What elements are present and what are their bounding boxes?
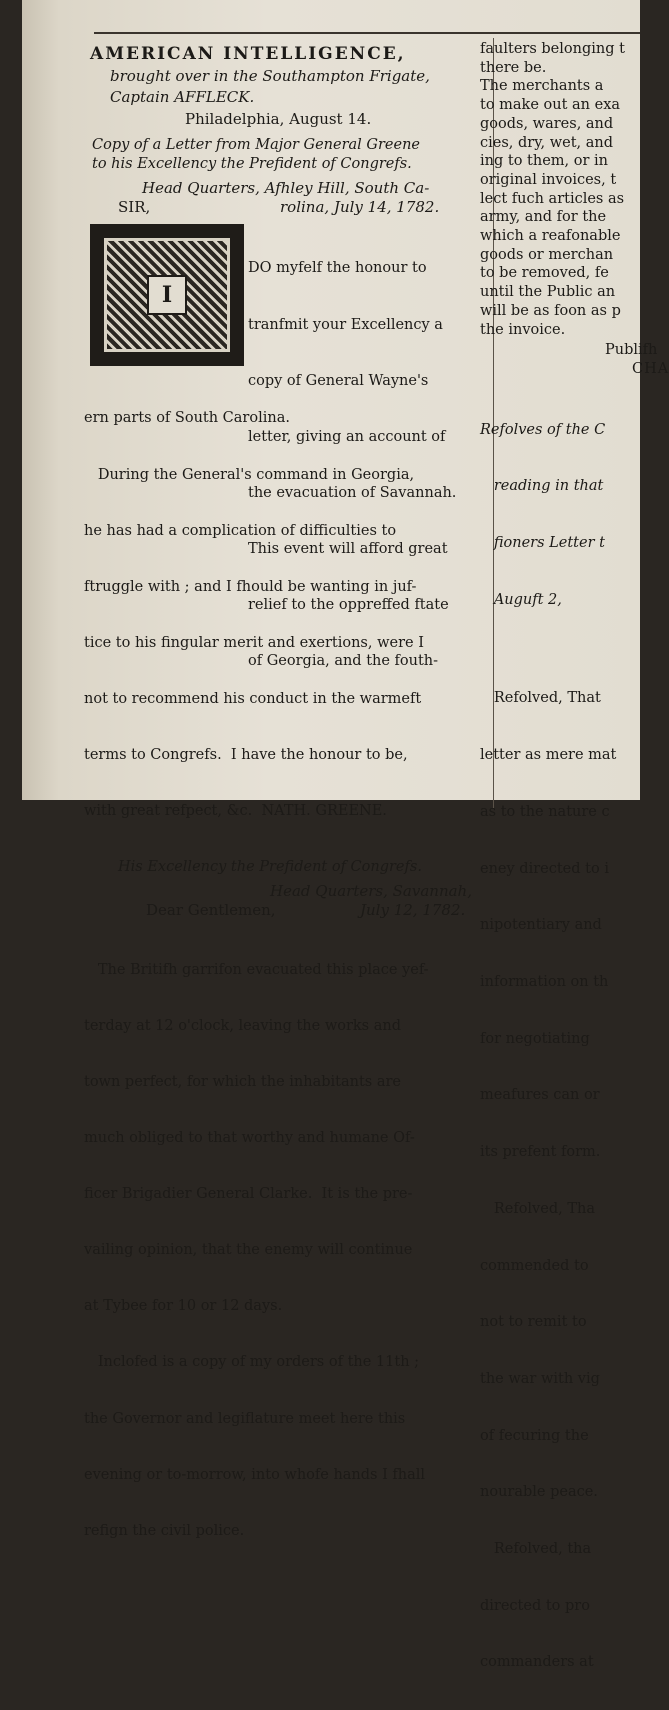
right-line: directed to pro (480, 1597, 590, 1614)
section-heading: AMERICAN INTELLIGENCE, (90, 44, 406, 64)
right-line: to make out an exa (480, 97, 621, 114)
right-line: faulters belonging t (480, 41, 625, 57)
right-line: cies, dry, wet, and (480, 134, 613, 151)
right-line: the invoice. (480, 321, 566, 338)
right-line: army, and for the (480, 209, 607, 226)
body-line: much obliged to that worthy and humane Of- (84, 1130, 415, 1147)
body-line: at Tybee for 10 or 12 days. (84, 1298, 283, 1315)
body-line: the Governor and legiflature meet here this (84, 1410, 406, 1427)
right-line: The merchants a (480, 78, 604, 95)
body-line: tice to his fingular merit and exertions, were I (84, 634, 424, 651)
drop-line: relief to the oppreffed ftate (248, 597, 449, 614)
body-line: During the General's command in Georgia, (84, 466, 415, 483)
right-line: of fecuring the (480, 1427, 589, 1444)
right-line: Refolved, Tha (480, 1200, 595, 1217)
addressee: His Excellency the Prefident of Congrefs. (118, 859, 422, 876)
drop-line: tranfmit your Excellency a (248, 316, 443, 333)
right-line: nipotentiary and (480, 917, 602, 934)
right-line: will be as foon as p (480, 302, 621, 319)
cha-line: CHA (632, 360, 669, 377)
drop-line: letter, giving an account of (248, 428, 446, 445)
drop-line: DO myfelf the honour to (248, 260, 427, 277)
right-line: eney directed to i (480, 860, 609, 877)
body-line: ficer Brigadier General Clarke. It is the pre- (84, 1186, 413, 1203)
right-line: original invoices, t (480, 171, 617, 188)
resolves-line: Refolves of the C (480, 421, 606, 438)
right-line: meafures can or (480, 1087, 600, 1104)
drop-line: This event will afford great (248, 540, 448, 557)
right-line: commanders at (480, 1654, 594, 1671)
right-line: the war with vig (480, 1370, 600, 1387)
resolves-line: Auguft 2, (480, 591, 562, 608)
right-block-a (480, 40, 650, 339)
ornamental-initial (90, 224, 244, 366)
hq-line-1: Head Quarters, Afhley Hill, South Ca- (142, 179, 430, 197)
resolves-line: reading in that (480, 478, 604, 495)
right-block-b (480, 651, 650, 1710)
newspaper-page (22, 0, 669, 1671)
right-column (480, 40, 669, 1710)
hq-savannah: Head Quarters, Savannah, (270, 882, 472, 901)
initial-letter: I (147, 275, 187, 315)
body-line: evening or to-morrow, into whofe hands I fhall (84, 1466, 426, 1483)
hq-line-2 (80, 198, 490, 218)
drop-text (248, 222, 456, 708)
drop-line: the evacuation of Savannah. (248, 484, 457, 501)
body-line: with great refpect, &c. NATH. GREENE. (84, 803, 387, 820)
body-line: Inclofed is a copy of my orders of the 11th ; (84, 1354, 420, 1371)
letter-body-2 (84, 923, 490, 1578)
body-line: terms to Congrefs. I have the honour to be, (84, 747, 408, 764)
hq-date: rolina, July 14, 1782. (280, 198, 440, 216)
drop-line: copy of General Wayne's (248, 372, 429, 389)
letter-date: July 12, 1782. (360, 901, 466, 920)
letter-title-1: Copy of a Letter from Major General Greene (92, 137, 420, 153)
right-line: as to the nature c (480, 803, 610, 820)
subheading-line-1: brought over in the Southampton Frigate, (110, 67, 430, 85)
drop-line: of Georgia, and the fouth- (248, 653, 439, 670)
body-line: The Britifh garrifon evacuated this place yef- (84, 961, 429, 978)
right-line: not to remit to (480, 1314, 587, 1331)
body-line: vailing opinion, that the enemy will continue (84, 1242, 413, 1259)
right-line: until the Public an (480, 284, 616, 301)
body-line: ern parts of South Carolina. (84, 410, 290, 427)
salutation: Dear Gentlemen, (146, 901, 276, 920)
body-line: ftruggle with ; and I fhould be wanting in juf- (84, 578, 417, 595)
subheading-line-2: Captain AFFLECK. (110, 88, 255, 106)
right-line: information on th (480, 973, 609, 990)
right-line: to be removed, fe (480, 265, 609, 282)
dateline: Philadelphia, August 14. (185, 110, 372, 128)
salutation-sir: SIR, (118, 198, 151, 216)
right-line: nourable peace. (480, 1484, 598, 1501)
right-line: goods, wares, and (480, 115, 614, 132)
salutation-line (80, 901, 490, 923)
body-line: terday at 12 o'clock, leaving the works and (84, 1017, 401, 1034)
right-line: goods or merchan (480, 246, 614, 263)
right-line: which a reafonable (480, 228, 621, 245)
body-line: he has had a complication of difficulties to (84, 522, 397, 539)
body-line: not to recommend his conduct in the warmeft (84, 690, 422, 707)
body-line: refign the civil police. (84, 1522, 245, 1539)
right-line: letter as mere mat (480, 747, 617, 764)
top-rule (94, 32, 640, 34)
right-line: lect fuch articles as (480, 190, 625, 207)
right-line: there be. (480, 59, 547, 76)
letter-title-2: to his Excellency the Prefident of Congrefs. (92, 156, 412, 172)
right-line: commended to (480, 1257, 589, 1274)
right-line: Refolved, That (480, 690, 601, 707)
resolves-line: fioners Letter t (480, 535, 605, 552)
body-line: town perfect, for which the inhabitants are (84, 1073, 401, 1090)
right-line: for negotiating (480, 1030, 590, 1047)
publish-line: Publifh (605, 342, 658, 359)
right-line: Refolved, tha (480, 1541, 592, 1558)
right-line: ing to them, or in (480, 153, 608, 170)
resolves-heading (480, 383, 650, 648)
right-line: its prefent form. (480, 1144, 601, 1161)
left-column (80, 44, 490, 1578)
